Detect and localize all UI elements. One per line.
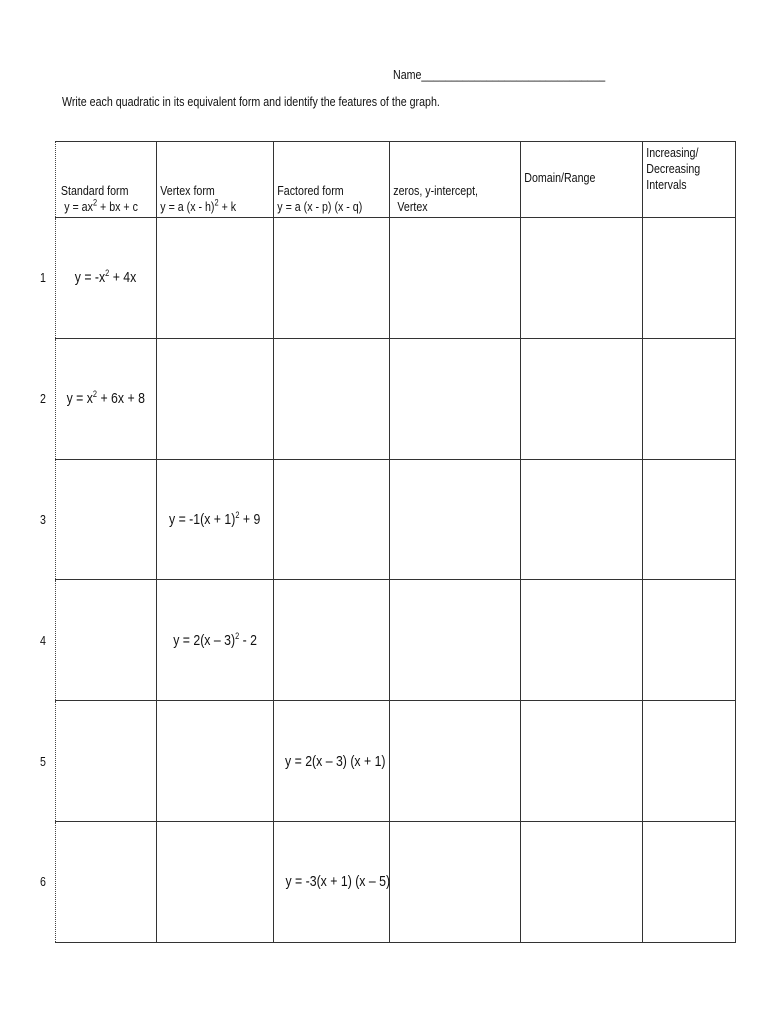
header-formula: Decreasing bbox=[646, 161, 701, 176]
table-row bbox=[56, 459, 736, 580]
equation-text: y = 2(x – 3)$^2$ - 2 bbox=[173, 630, 257, 649]
answer-cell[interactable] bbox=[643, 338, 736, 459]
answer-cell[interactable] bbox=[56, 821, 157, 942]
answer-cell[interactable] bbox=[643, 459, 736, 580]
answer-cell[interactable] bbox=[157, 701, 274, 822]
answer-cell[interactable] bbox=[390, 580, 521, 701]
answer-cell[interactable] bbox=[643, 218, 736, 339]
answer-cell[interactable] bbox=[56, 459, 157, 580]
header-extra: Intervals bbox=[646, 177, 687, 192]
table-row bbox=[56, 821, 736, 942]
header-vertex-form bbox=[157, 142, 274, 218]
answer-cell[interactable] bbox=[157, 338, 274, 459]
answer-cell[interactable] bbox=[56, 580, 157, 701]
answer-cell[interactable] bbox=[274, 701, 390, 822]
header-title: Factored form bbox=[277, 183, 344, 198]
answer-cell[interactable] bbox=[643, 580, 736, 701]
answer-cell[interactable] bbox=[390, 701, 521, 822]
answer-cell[interactable] bbox=[157, 459, 274, 580]
header-title: zeros, y-intercept, bbox=[393, 183, 479, 198]
answer-cell[interactable] bbox=[390, 459, 521, 580]
header-formula: y = a (x - h)$^2$ + k bbox=[160, 197, 237, 214]
table-row bbox=[56, 580, 736, 701]
header-formula: Vertex bbox=[397, 199, 428, 214]
row-number: 1 bbox=[40, 270, 46, 286]
answer-cell[interactable] bbox=[157, 218, 274, 339]
instructions-text: Write each quadratic in its equivalent form and identify the features of the graph. bbox=[62, 94, 440, 109]
row-number: 2 bbox=[40, 391, 46, 407]
answer-cell[interactable] bbox=[521, 338, 643, 459]
header-title: Standard form bbox=[60, 183, 129, 198]
equation-text: $y = -x^2 + 4x$ bbox=[75, 268, 137, 287]
name-field-label: Name_______________________________ bbox=[393, 67, 606, 82]
answer-cell[interactable] bbox=[390, 821, 521, 942]
header-domain-range bbox=[521, 142, 643, 218]
equation-text: y = 2(x – 3) (x + 1) bbox=[285, 752, 386, 770]
header-standard-form bbox=[56, 142, 157, 218]
answer-cell[interactable] bbox=[521, 580, 643, 701]
answer-cell[interactable] bbox=[274, 459, 390, 580]
answer-cell[interactable] bbox=[56, 701, 157, 822]
row-number: 3 bbox=[40, 512, 46, 527]
answer-cell[interactable] bbox=[643, 821, 736, 942]
answer-cell[interactable] bbox=[521, 701, 643, 822]
answer-cell[interactable] bbox=[56, 338, 157, 459]
header-zeros-intercept-vertex bbox=[390, 142, 521, 218]
equation-text: $y = -1(x + 1)^2 + 9$ bbox=[169, 509, 261, 528]
table-row bbox=[56, 218, 736, 339]
answer-cell[interactable] bbox=[56, 218, 157, 339]
answer-cell[interactable] bbox=[390, 338, 521, 459]
row-number: 5 bbox=[40, 753, 46, 769]
header-increasing-decreasing bbox=[643, 142, 736, 218]
answer-cell[interactable] bbox=[274, 218, 390, 339]
header-factored-form bbox=[274, 142, 390, 218]
header-title: Domain/Range bbox=[524, 170, 596, 185]
header-formula: y = a (x - p) (x - q) bbox=[277, 199, 363, 214]
table-row bbox=[56, 701, 736, 822]
header-title: Vertex form bbox=[160, 183, 215, 198]
row-number: 6 bbox=[40, 874, 46, 890]
header-formula: $y = ax^2$ + bx + c bbox=[64, 197, 138, 214]
equation-text: $y = x^2 + 6x + 8$ bbox=[66, 389, 146, 408]
answer-cell[interactable] bbox=[274, 580, 390, 701]
answer-cell[interactable] bbox=[274, 821, 390, 942]
answer-cell[interactable] bbox=[521, 821, 643, 942]
answer-cell[interactable] bbox=[274, 338, 390, 459]
answer-cell[interactable] bbox=[643, 701, 736, 822]
quadratics-table bbox=[55, 141, 736, 943]
answer-cell[interactable] bbox=[521, 218, 643, 339]
row-number: 4 bbox=[40, 632, 46, 648]
answer-cell[interactable] bbox=[157, 821, 274, 942]
table-header-row bbox=[56, 142, 736, 218]
answer-cell[interactable] bbox=[157, 580, 274, 701]
answer-cell[interactable] bbox=[521, 459, 643, 580]
answer-cell[interactable] bbox=[390, 218, 521, 339]
header-title: Increasing/ bbox=[646, 145, 699, 160]
equation-text: y = -3(x + 1) (x – 5) bbox=[285, 873, 391, 891]
table-row bbox=[56, 338, 736, 459]
